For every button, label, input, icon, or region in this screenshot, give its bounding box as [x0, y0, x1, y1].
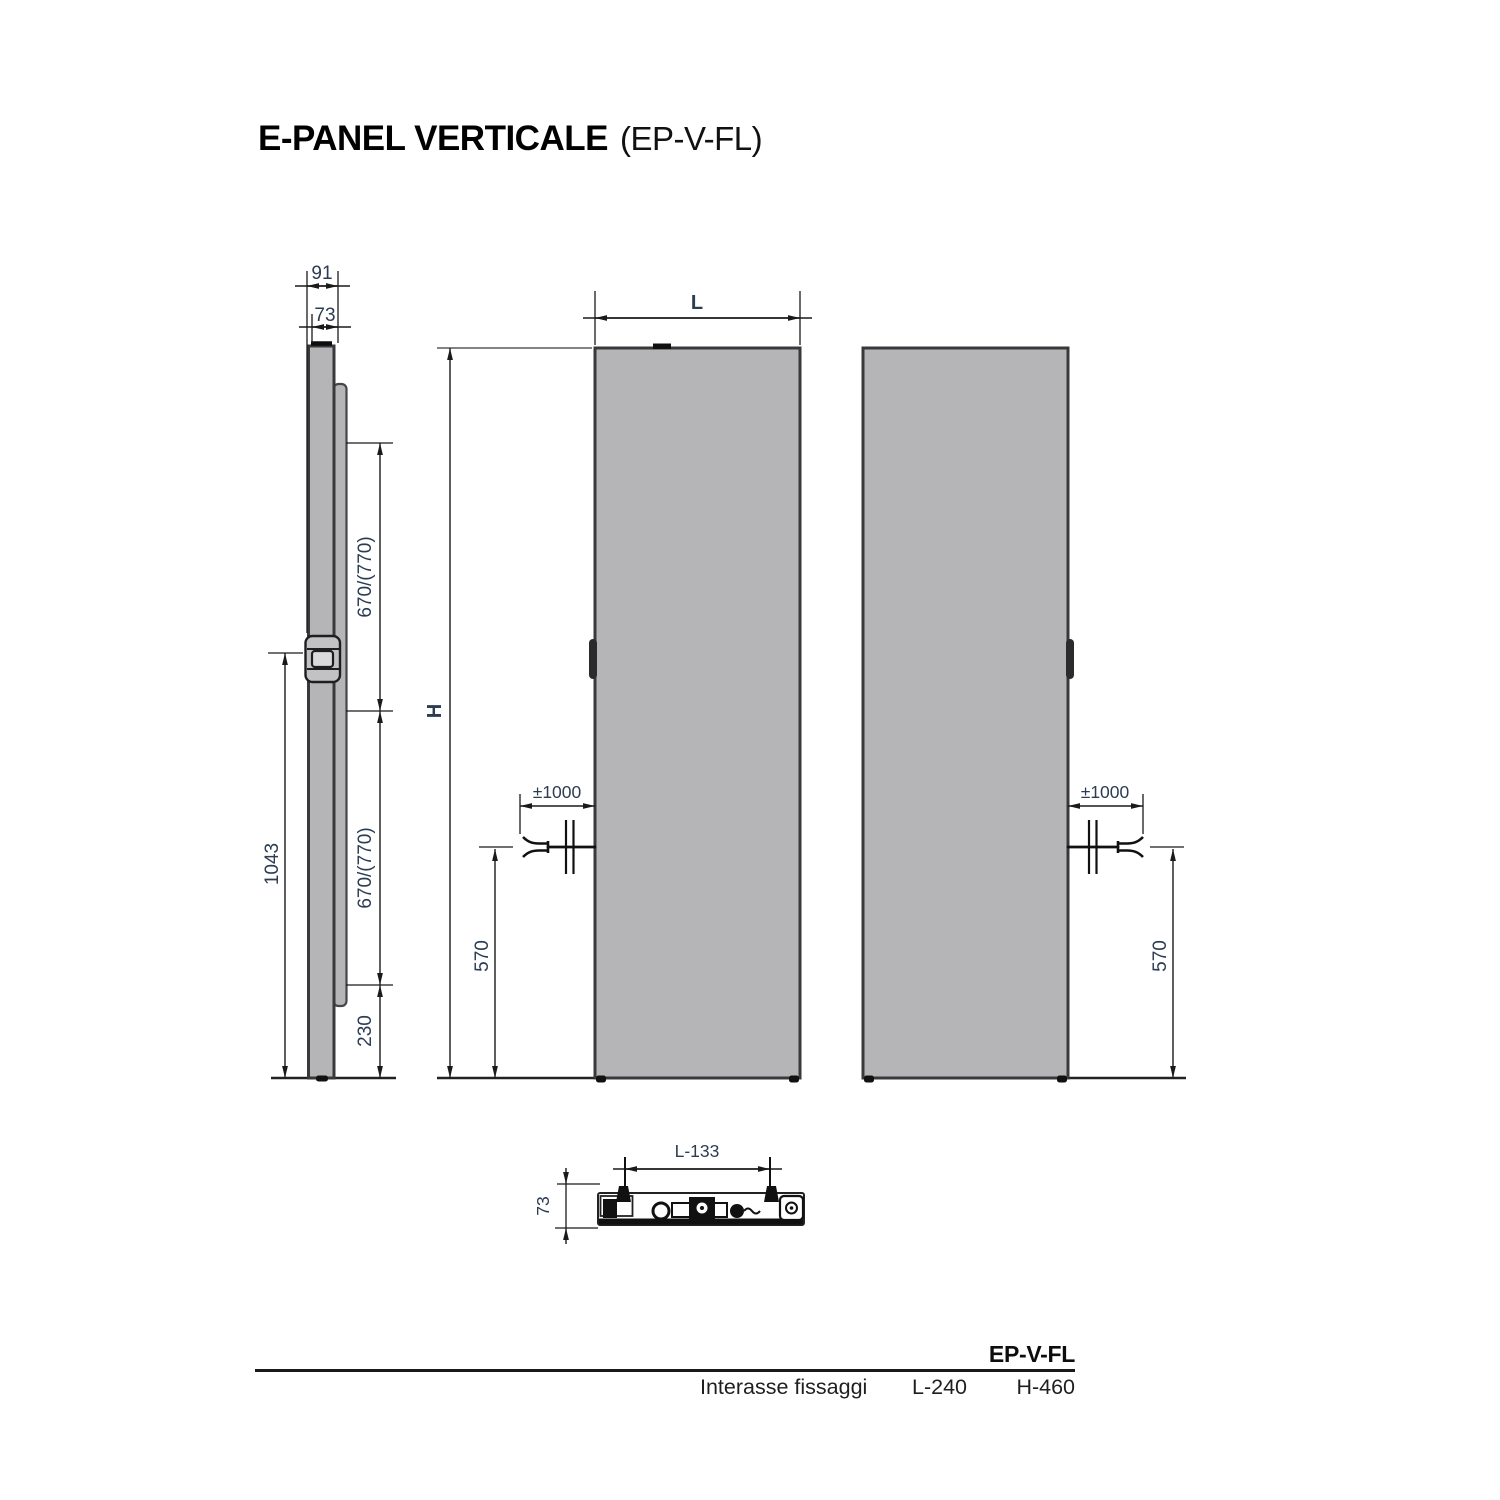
dim-570-right-label: 570: [1150, 940, 1171, 972]
dim-L-label: L: [690, 292, 704, 314]
front-left-air-vent: [653, 344, 671, 350]
bracket-inner: [312, 651, 333, 667]
page-title-code: (EP-V-FL): [619, 120, 763, 157]
plan-section-body: [598, 1186, 804, 1225]
dim-cable-left: [520, 782, 595, 834]
section-post-left: [616, 1186, 631, 1202]
side-view-panel-body: [309, 346, 335, 1078]
plug-fork-prong-2: [1118, 851, 1143, 858]
dim-lower-span-label: 670/(770): [355, 827, 376, 909]
section-right-dot: [790, 1206, 794, 1210]
dim-bracket-height: [262, 653, 303, 1078]
plan-view: [533, 1141, 804, 1244]
dim-cable-right: [1068, 782, 1143, 834]
dim-91-label: 91: [311, 263, 333, 284]
plug-fork-prong-2: [523, 851, 548, 858]
dim-1000-left-label: ±1000: [532, 782, 582, 802]
dim-L133: [613, 1141, 782, 1192]
spec-table-l-value: L-240: [912, 1375, 967, 1399]
spec-table-row-label: Interasse fissaggi: [700, 1375, 868, 1399]
spec-table-model: EP-V-FL: [988, 1341, 1075, 1367]
dim-fixing-chain: [346, 443, 393, 1078]
front-left-foot-1: [596, 1076, 606, 1083]
dim-1000-right-label: ±1000: [1080, 782, 1130, 802]
power-cable-right: [1068, 820, 1184, 874]
front-view-right: [863, 348, 1186, 1083]
plug-fork-prong-1: [523, 837, 548, 844]
front-left-control-knob: [589, 639, 597, 679]
plug-fork-prong-1: [1118, 837, 1143, 844]
dim-570-left: [472, 849, 495, 1078]
dim-plan-73-label: 73: [533, 1196, 553, 1216]
front-view-left: [424, 291, 812, 1083]
side-view: [262, 263, 396, 1082]
front-right-foot-1: [864, 1076, 874, 1083]
wall-bracket-clip: [306, 636, 341, 682]
dim-upper-span-label: 670/(770): [355, 536, 376, 618]
dim-height-H: [424, 348, 592, 1078]
front-right-foot-2: [1057, 1076, 1067, 1083]
front-right-control-knob: [1066, 639, 1074, 679]
dim-230-label: 230: [355, 1015, 376, 1047]
section-post-right: [764, 1186, 779, 1202]
front-left-panel-body: [595, 348, 800, 1078]
section-valve-circle: [653, 1203, 669, 1219]
front-right-panel-body: [863, 348, 1068, 1078]
front-left-foot-2: [789, 1076, 799, 1083]
section-center-dot: [700, 1206, 704, 1210]
spec-table-rule: [255, 1369, 1075, 1372]
page-title-main: E-PANEL VERTICALE: [258, 119, 608, 158]
dim-570-right: [1150, 849, 1173, 1078]
dim-73-label: 73: [314, 305, 336, 326]
section-left-bracket-block: [603, 1199, 617, 1218]
side-view-foot: [316, 1076, 328, 1082]
dim-plan-73: [533, 1168, 600, 1244]
dim-570-left-label: 570: [472, 940, 493, 972]
dim-width-L: [583, 291, 812, 345]
power-cable-left: [479, 820, 595, 874]
spec-table-h-value: H-460: [1016, 1375, 1075, 1399]
dim-L133-label: L-133: [674, 1141, 720, 1161]
dim-1043-label: 1043: [262, 842, 283, 886]
dim-H-label: H: [424, 703, 446, 719]
section-pump-circle: [730, 1204, 744, 1218]
